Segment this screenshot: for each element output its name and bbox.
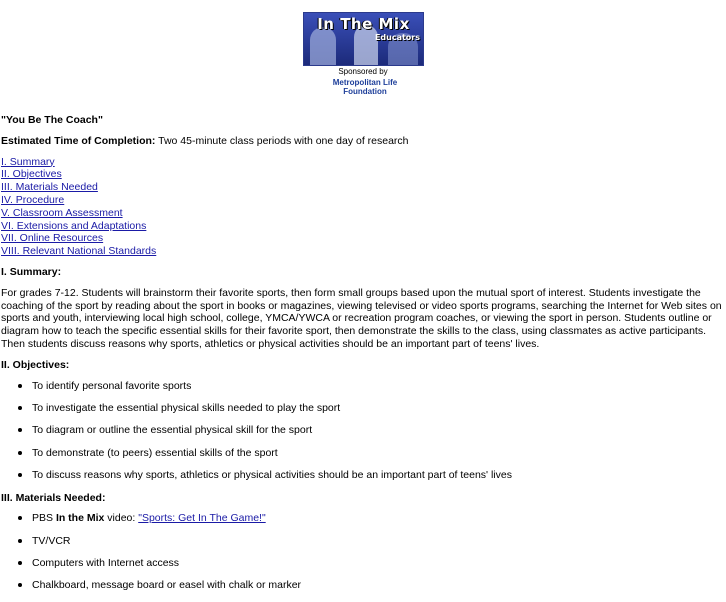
sponsor-line-1: Metropolitan Life xyxy=(332,78,398,87)
estimated-time xyxy=(1,135,723,148)
toc-link-standards[interactable]: VIII. Relevant National Standards xyxy=(1,245,157,258)
toc-link-materials[interactable]: III. Materials Needed xyxy=(1,181,98,194)
table-of-contents xyxy=(1,156,723,258)
list-item: Chalkboard, message board or easel with chalk or marker xyxy=(32,579,723,592)
materials-list xyxy=(1,512,723,592)
toc-link-assessment[interactable]: V. Classroom Assessment xyxy=(1,206,123,219)
list-item: To discuss reasons why sports, athletics or physical activities should be an important part of teens' lives xyxy=(32,469,723,482)
toc-link-objectives[interactable]: II. Objectives xyxy=(1,168,62,181)
estimated-time-label: Estimated Time of Completion: xyxy=(1,134,156,147)
list-item: To investigate the essential physical skills needed to play the sport xyxy=(32,402,723,415)
video-link[interactable]: "Sports: Get In The Game!" xyxy=(138,512,266,525)
list-item: To demonstrate (to peers) essential skills of the sport xyxy=(32,447,723,460)
toc-link-summary[interactable]: I. Summary xyxy=(1,155,55,168)
list-item xyxy=(32,512,723,525)
sponsor-logo[interactable] xyxy=(330,79,400,97)
summary-text: For grades 7-12. Students will brainstorm their favorite sports, then form small groups based upon the mutual sport of interest. Students investigate the coaching of the sport by reading about the sport in books or magazines, viewing televised or video sports programs, searching the Internet for Web sites on sports and youth, interviewing local high school, college, YMCA/YWCA or recreation program coaches, or viewing the sport in person. Students outline or diagram how to teach the specific essential skills for their favorite sport, then demonstrate the skills to the class, using classmates as active participants. Then students discuss reasons why sports, athletics or physical activities should be an important part of teens' lives. xyxy=(1,286,722,350)
video-prefix: PBS xyxy=(32,512,56,525)
list-item: To diagram or outline the essential physical skill for the sport xyxy=(32,424,723,437)
materials-heading: III. Materials Needed: xyxy=(1,491,106,504)
show-name: In the Mix xyxy=(55,512,105,525)
list-item: TV/VCR xyxy=(32,535,723,548)
objectives-heading: II. Objectives: xyxy=(1,358,70,371)
toc-link-extensions[interactable]: VI. Extensions and Adaptations xyxy=(1,219,147,232)
toc-link-online-resources[interactable]: VII. Online Resources xyxy=(1,232,104,245)
lesson-content xyxy=(1,114,723,602)
list-item: Computers with Internet access xyxy=(32,557,723,570)
list-item: To identify personal favorite sports xyxy=(32,380,723,393)
objectives-list xyxy=(1,380,723,482)
sponsor-line-2: Foundation xyxy=(343,86,387,96)
estimated-time-value: Two 45-minute class periods with one day of research xyxy=(155,134,409,147)
summary-heading: I. Summary: xyxy=(1,265,62,278)
logo-subtitle: Educators xyxy=(374,33,420,42)
page-header xyxy=(0,0,726,110)
video-mid: video: xyxy=(104,512,139,525)
logo-title: In The Mix xyxy=(317,15,410,33)
sponsored-by-label: Sponsored by xyxy=(338,67,388,76)
toc-link-procedure[interactable]: IV. Procedure xyxy=(1,193,65,206)
lesson-title: "You Be The Coach" xyxy=(1,114,103,126)
in-the-mix-logo[interactable] xyxy=(303,12,424,66)
